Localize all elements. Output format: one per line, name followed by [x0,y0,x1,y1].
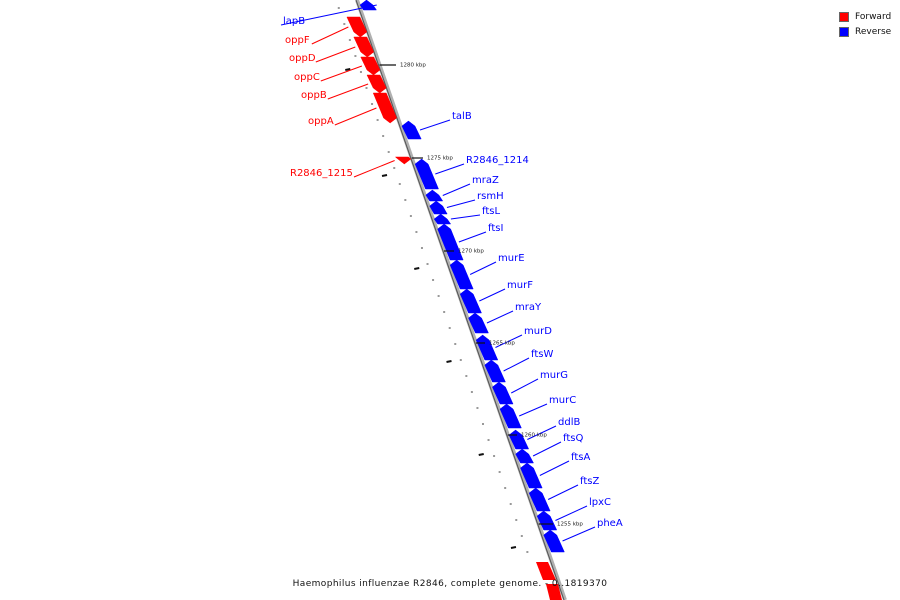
gene-label[interactable]: ftsI [488,223,504,234]
gene-connector [420,120,450,130]
scale-label: 1275 kbp [427,155,453,162]
gene-connector [328,84,368,99]
backbone-edge [356,0,564,600]
gene-connector [511,379,538,393]
gene-label[interactable]: ftsZ [580,476,600,487]
gene-label[interactable]: oppA [308,116,334,127]
gene-connector [316,47,355,62]
major-tick [446,361,451,362]
gene-connector [563,527,595,541]
scale-label: 1265 kbp [489,340,515,347]
reverse-swatch [839,27,849,37]
major-tick [479,454,484,455]
gene-label[interactable]: ftsW [531,349,554,360]
gene-label[interactable]: ftsQ [563,433,584,444]
gene-label[interactable]: R2846_1214 [466,155,529,166]
gene-connector [459,232,486,242]
gene-label[interactable]: lapB [283,16,306,27]
legend-item-forward [839,9,891,24]
gene-connector [533,442,561,456]
gene-connector [540,461,569,476]
gene-arrow[interactable] [395,157,410,164]
scale-label: 1280 kbp [400,62,426,69]
gene-label[interactable]: murF [507,280,533,291]
gene-arrow[interactable] [426,190,443,201]
gene-R2846_1215[interactable] [290,157,411,179]
gene-pheA[interactable] [544,518,623,552]
gene-label[interactable]: murG [540,370,568,381]
map-caption: Haemophilus influenzae R2846, complete genome. - 0..1819370 [292,579,608,589]
backbone [357,0,565,600]
gene-label[interactable]: mraY [515,302,542,313]
gene-connector [335,108,377,125]
gene-connector [487,311,513,323]
gene-connector [504,358,529,371]
gene-label[interactable]: lpxC [589,497,612,508]
legend-item-reverse [839,24,891,39]
gene-connector [447,200,475,208]
gene-connector [519,404,547,416]
gene-label[interactable]: R2846_1215 [290,168,353,179]
gene-label[interactable]: murD [524,326,552,337]
gene-connector [312,27,349,44]
scale-label: 1260 kbp [521,432,547,439]
gene-label[interactable]: ftsL [482,206,501,217]
major-tick [414,268,419,269]
scale-label: 1255 kbp [557,521,583,528]
gene-arrow[interactable] [434,214,450,224]
gene-label[interactable]: murC [549,395,577,406]
gene-label[interactable]: rsmH [477,191,504,202]
major-tick [345,69,350,70]
gene-label[interactable]: ftsA [571,452,591,463]
legend-label-reverse: Reverse [855,26,892,37]
gene-label[interactable]: mraZ [472,175,499,186]
gene-connector [443,184,470,196]
gene-connector [435,164,464,174]
gene-connector [354,161,395,178]
forward-swatch [839,12,849,22]
legend-label-forward: Forward [855,11,892,22]
gene-connector [548,485,578,500]
legend [839,9,891,39]
gene-label[interactable]: oppB [301,90,327,101]
gene-label[interactable]: pheA [597,518,623,529]
gene-arrow[interactable] [360,0,376,10]
scale-label: 1270 kbp [458,248,484,255]
gene-talB[interactable] [402,111,472,139]
gene-connector [321,66,362,81]
gene-connector [555,506,587,521]
gene-label[interactable]: oppC [294,72,320,83]
major-tick [382,175,387,176]
major-tick [511,547,516,548]
gene-label[interactable]: talB [452,111,472,122]
gene-connector [470,262,496,275]
gene-label[interactable]: ddlB [558,417,581,428]
gene-connector [451,215,480,219]
gene-label[interactable]: oppF [285,35,310,46]
gene-label[interactable]: murE [498,253,525,264]
gene-connector [479,289,505,301]
gene-label[interactable]: oppD [289,53,316,64]
